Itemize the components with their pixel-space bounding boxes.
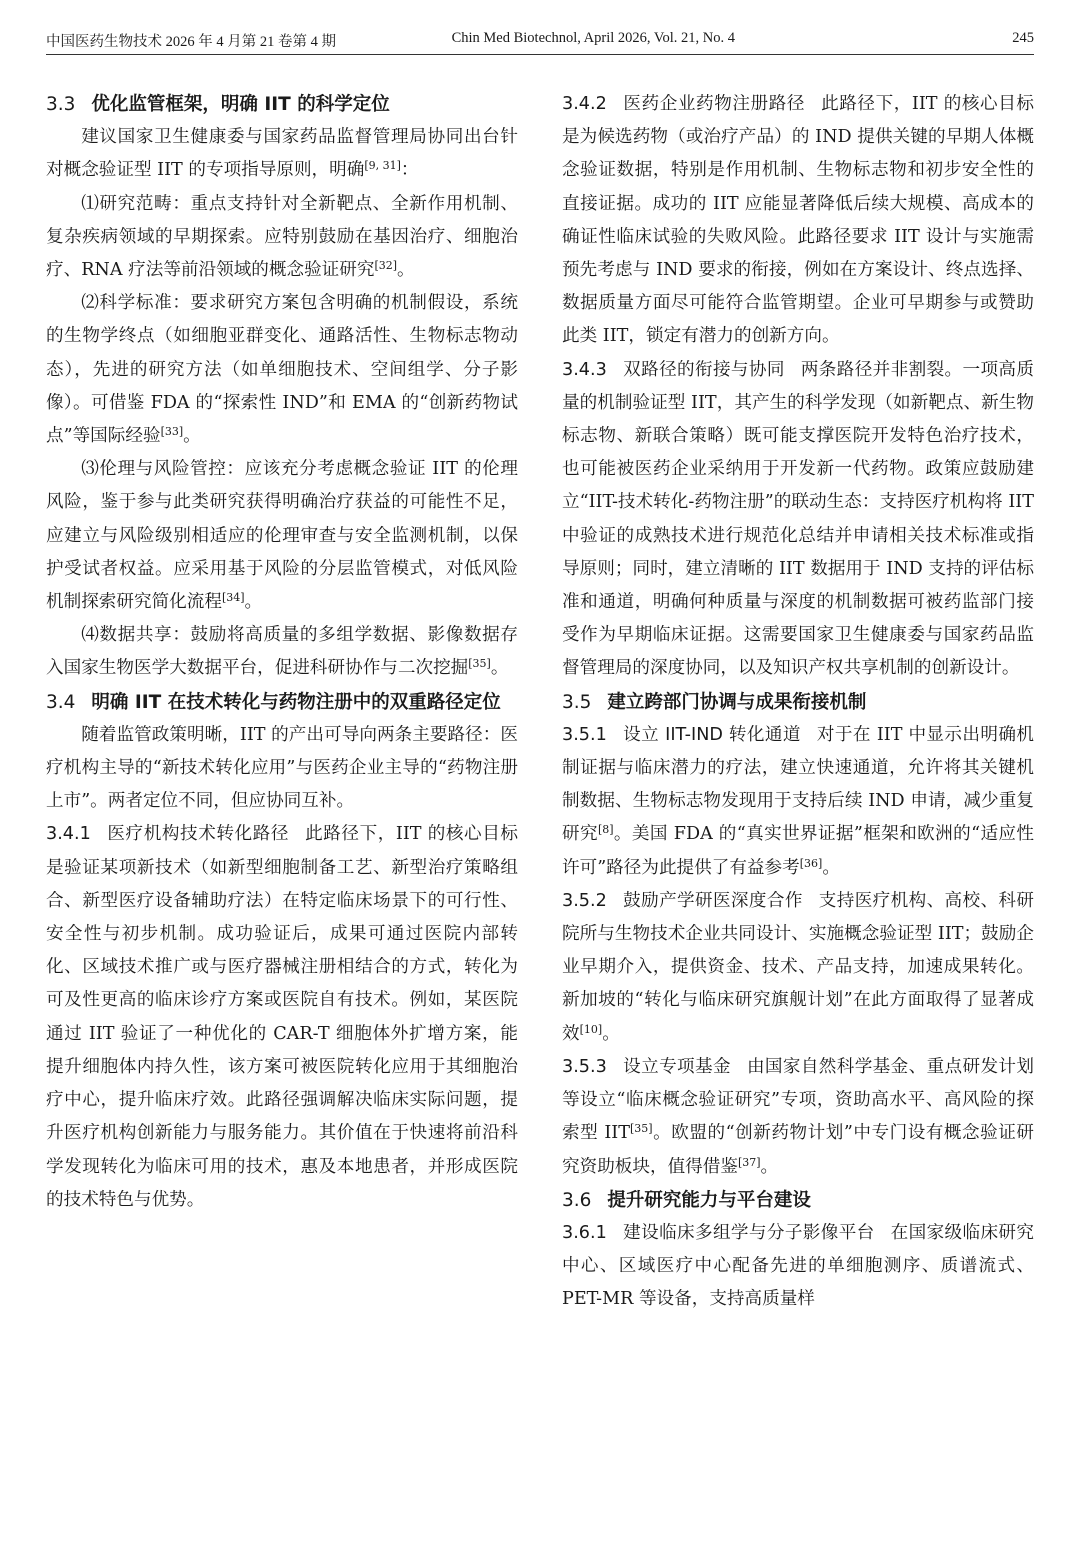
section-3-3-heading xyxy=(46,88,518,121)
section-3-4-heading xyxy=(46,686,518,719)
text-span: 设立专项基金 xyxy=(622,1056,731,1077)
text-span: 3.4.2 xyxy=(562,94,607,114)
text-span: 3.4 xyxy=(46,691,76,713)
text-span: 。 xyxy=(183,426,201,447)
citation: [33] xyxy=(160,425,184,439)
section-3-4-1-number: 3.4.1 xyxy=(46,824,91,845)
text-span: 双路径的衔接与协同 xyxy=(622,359,785,380)
text-span: 支持医疗机构、高校、科研院所与生物技术企业共同设计、实施概念验证型 IIT；鼓励企业早期介入，提供资金、技术、产品支持，加速成果转化。新加坡的“转化与临床研究旗舰计划”在此方面取得了显著成效 xyxy=(562,890,1034,1044)
text-span: 3.6 xyxy=(562,1189,592,1211)
section-3-6-1-paragraph xyxy=(562,1217,1034,1317)
text-span: 。欧盟的“创新药物计划”中专门设有概念验证研究资助板块，值得借鉴 xyxy=(562,1123,1034,1177)
section-3-5-3-paragraph xyxy=(562,1051,1034,1184)
text-span: ⑴研究范畴：重点支持针对全新靶点、全新作用机制、复杂疾病领域的早期探索。应特别鼓励在基因治疗、细胞治疗、RNA 疗法等前沿领域的概念验证研究 xyxy=(46,193,518,281)
header-journal-en-and-page xyxy=(452,30,1034,47)
text-span: 。 xyxy=(490,658,509,679)
citation: [36] xyxy=(799,856,823,870)
text-span: 3.5.3 xyxy=(562,1056,607,1077)
text-span: 明确 IIT 在技术转化与药物注册中的双重路径定位 xyxy=(91,691,501,713)
citation: [9, 31] xyxy=(364,159,401,173)
text-span: ⑶伦理与风险管控：应该充分考虑概念验证 IIT 的伦理风险，鉴于参与此类研究获得明确治疗获益的可能性不足，应建立与风险级别相适应的伦理审查与安全监测机制，以保护受试者权益。应采用基于风险的分层监管模式，对低风险机制探索研究简化流程 xyxy=(46,459,518,613)
section-3-5-heading xyxy=(562,686,1034,719)
citation: [10] xyxy=(579,1022,603,1036)
right-column xyxy=(562,88,1034,1317)
text-span: 。 xyxy=(822,857,840,878)
page-number: 245 xyxy=(1012,30,1034,46)
citation: [32] xyxy=(374,259,398,273)
text-span: 对于在 IIT 中显示出明确机制证据与临床潜力的疗法，建立快速通道，允许将其关键机制数据、生物标志物发现用于支持后续 IND 申请，减少重复研究 xyxy=(562,724,1034,845)
section-3-3-intro xyxy=(46,121,518,187)
item-2-scientific-standard xyxy=(46,287,518,453)
header-journal-cn: 中国医药生物技术 2026 年 4 月第 21 卷第 4 期 xyxy=(46,34,336,50)
section-3-4-1-paragraph xyxy=(46,818,518,1216)
citation: [37] xyxy=(737,1155,761,1169)
text-span: 。 xyxy=(602,1023,620,1044)
text-span: ⑵科学标准：要求研究方案包含明确的机制假设，系统的生物学终点（如细胞亚群变化、通路活性、生物标志物动态），先进的研究方法（如单细胞技术、空间组学、分子影像）。可借鉴 FDA 的“探索性 IND”和 EMA 的“创新药物试点”等国际经验 xyxy=(46,293,518,447)
left-column xyxy=(46,88,518,1217)
text-span: 。 xyxy=(244,592,263,613)
text-span: 医药企业药物注册路径 xyxy=(622,94,806,114)
header-journal-en: Chin Med Biotechnol, April 2026, Vol. 21, No. 4 xyxy=(451,30,735,46)
text-span: 。美国 FDA 的“真实世界证据”框架和欧洲的“适应性许可”路径为此提供了有益参考 xyxy=(562,824,1034,878)
citation: [35] xyxy=(468,657,491,671)
section-3-4-intro: 随着监管政策明晰，IIT 的产出可导向两条主要路径：医疗机构主导的“新技术转化应用”与医药企业主导的“药物注册上市”。两者定位不同，但应协同互补。 xyxy=(46,724,518,812)
text-span: 鼓励产学研医深度合作 xyxy=(622,890,803,911)
text-span: 此路径下，IIT 的核心目标是验证某项新技术（如新型细胞制备工艺、新型治疗策略组合、新型医疗设备辅助疗法）在特定临床场景下的可行性、安全性与初步机制。成功验证后，成果可通过医院内部转化、区域技术推广或与医疗器械注册相结合的方式，转化为可及性更高的临床诊疗方案或医院自有技术。例如，某医院通过 IIT 验证了一种优化的 CAR-T 细胞体外扩增方案，能提升细胞体内持久性，该方案可被医院转化应用于其细胞治疗中心，提升临床疗效。此路径强调解决临床实际问题，提升医疗机构创新能力与服务能力。其价值在于快速将前沿科学发现转化为临床可用的技术，惠及本地患者，并形成医院的技术特色与优势。 xyxy=(46,824,518,1210)
text-span: ： xyxy=(400,160,419,181)
text-span: 3.5.2 xyxy=(562,890,607,911)
item-1-research-scope xyxy=(46,188,518,288)
citation: [34] xyxy=(221,591,245,605)
text-span: 由国家自然科学基金、重点研发计划等设立“临床概念验证研究”专项，资助高水平、高风险的探索型 IIT xyxy=(562,1056,1034,1144)
text-span: 3.5.1 xyxy=(562,724,607,745)
section-3-5-2-paragraph xyxy=(562,885,1034,1051)
text-span: 在国家级临床研究中心、区域医疗中心配备先进的单细胞测序、质谱流式、PET-MR 等设备，支持高质量样 xyxy=(562,1222,1034,1310)
text-span: 。 xyxy=(397,260,415,281)
text-span: 建设临床多组学与分子影像平台 xyxy=(622,1222,875,1243)
running-header xyxy=(46,28,1034,55)
text-span: 3.3 xyxy=(46,94,76,115)
section-3-4-1-title: 医疗机构技术转化路径 xyxy=(106,824,290,845)
text-span: ⑷数据共享：鼓励将高质量的多组学数据、影像数据存入国家生物医学大数据平台，促进科研协作与二次挖掘 xyxy=(46,625,518,679)
text-span: 建立跨部门协调与成果衔接机制 xyxy=(607,691,867,713)
item-4-data-sharing xyxy=(46,619,518,685)
section-3-4-3-paragraph xyxy=(562,354,1034,686)
section-3-5-1-paragraph xyxy=(562,719,1034,885)
citation: [35] xyxy=(630,1122,653,1136)
text-span: 建议国家卫生健康委与国家药品监督管理局协同出台针对概念验证型 IIT 的专项指导原则，明确 xyxy=(46,127,518,181)
text-span: 3.6.1 xyxy=(562,1222,607,1243)
text-span: 。 xyxy=(760,1156,779,1177)
text-span: 提升研究能力与平台建设 xyxy=(607,1189,811,1211)
item-3-ethics-risk xyxy=(46,453,518,619)
citation: [8] xyxy=(597,823,614,837)
text-span: 优化监管框架，明确 IIT 的科学定位 xyxy=(91,94,390,115)
text-span: 3.4.3 xyxy=(562,359,607,380)
text-span: 3.5 xyxy=(562,691,592,713)
text-span: 两条路径并非割裂。一项高质量的机制验证型 IIT，其产生的科学发现（如新靶点、新生物标志物、新联合策略）既可能支撑医院开发特色治疗技术，也可能被医药企业采纳用于开发新一代药物。政策应鼓励建立“IIT-技术转化-药物注册”的联动生态：支持医疗机构将 IIT 中验证的成熟技术进行规范化总结并申请相关技术标准或指导原则；同时，建立清晰的 IIT 数据用于 IND 支持的评估标准和通道，明确何种质量与深度的机制数据可被药监部门接受作为早期临床证据。这需要国家卫生健康委与国家药品监督管理局的深度协同，以及知识产权共享机制的创新设计。 xyxy=(562,359,1034,679)
text-span: 此路径下，IIT 的核心目标是为候选药物（或治疗产品）的 IND 提供关键的早期人体概念验证数据，特别是作用机制、生物标志物和初步安全性的直接证据。成功的 IIT 应能显著降低后续大规模、高成本的确证性临床试验的失败风险。此路径要求 IIT 设计与实施需预先考虑与 IND 要求的衔接，例如在方案设计、终点选择、数据质量方面尽可能符合监管期望。企业可早期参与或赞助此类 IIT，锁定有潜力的创新方向。 xyxy=(562,94,1034,347)
text-span: 设立 IIT-IND 转化通道 xyxy=(622,724,801,745)
section-3-6-heading xyxy=(562,1184,1034,1217)
section-3-4-2-paragraph xyxy=(562,88,1034,354)
